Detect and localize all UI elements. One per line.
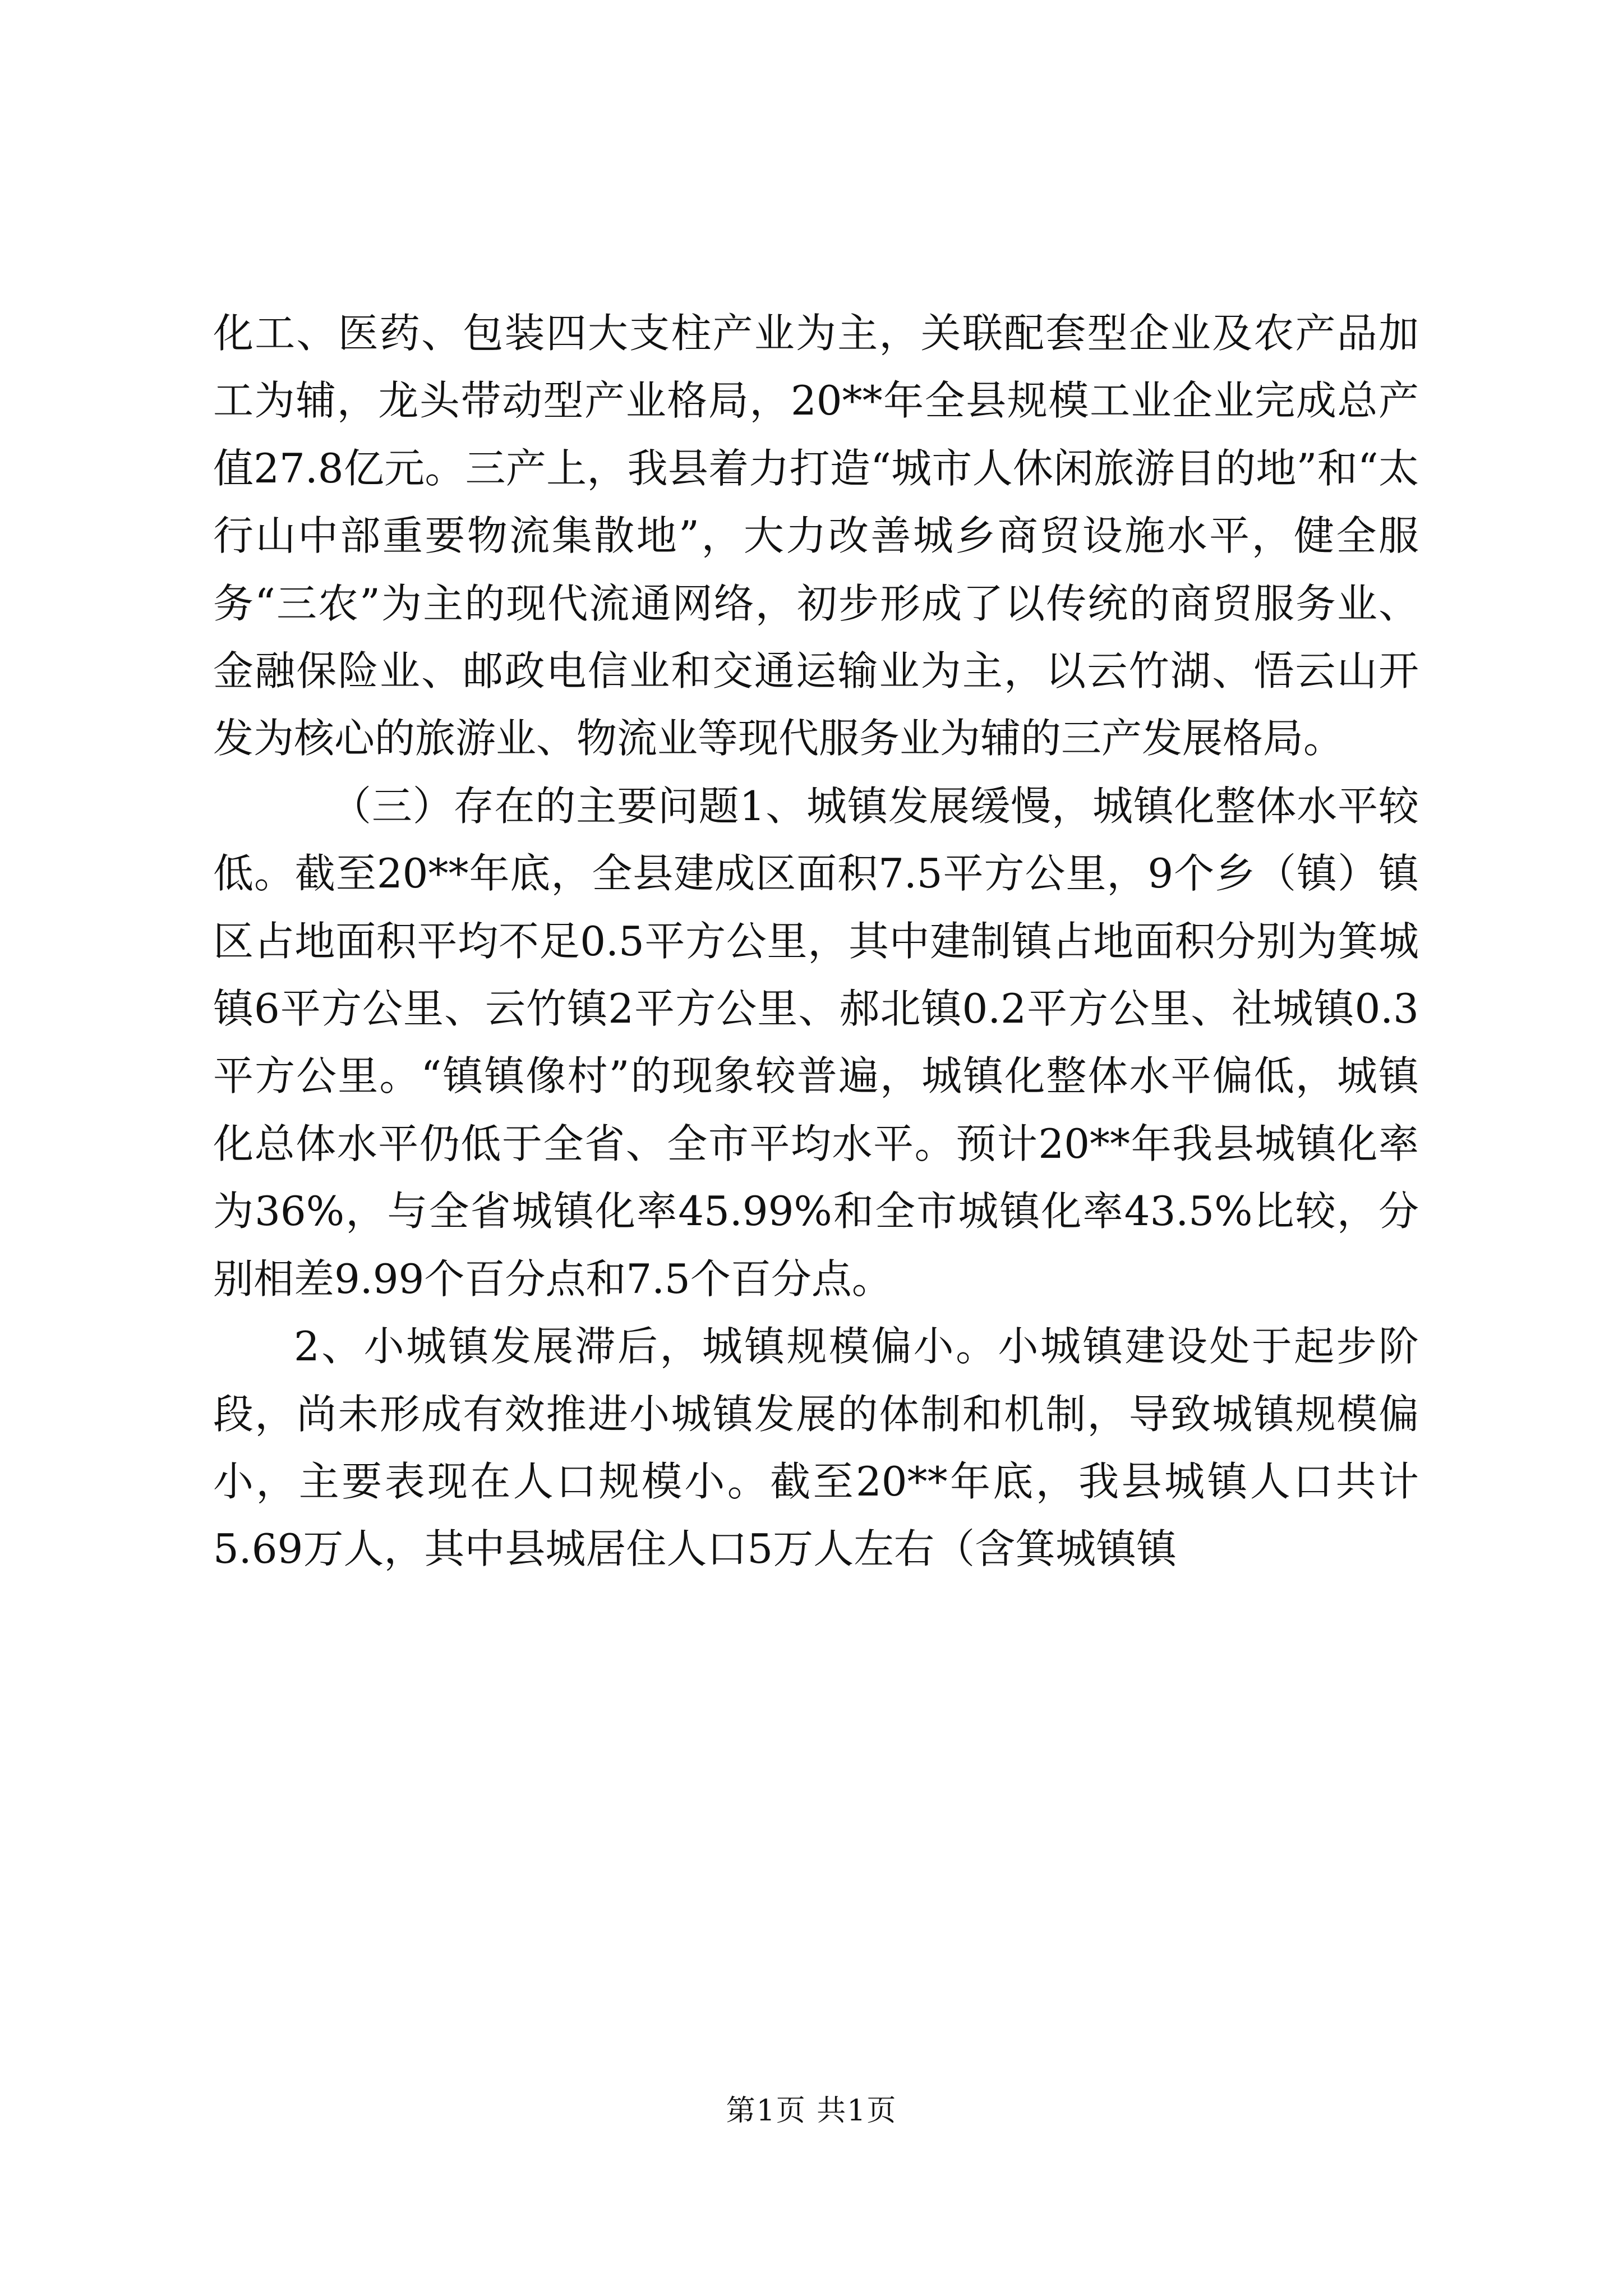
page-footer: 第1页 共1页 [726,2094,897,2128]
paragraph-main-problems: （三）存在的主要问题1、城镇发展缓慢，城镇化整体水平较低。截至20**年底，全县建成区面积7.5平方公里，9个乡（镇）镇区占地面积平均不足0.5平方公里，其中建制镇占地面积分别为箕城镇6平方公里、云竹镇2平方公里、郝北镇0.2平方公里、社城镇0.3平方公里。“镇镇像村”的现象较普遍，城镇化整体水平偏低，城镇化总体水平仍低于全省、全市平均水平。预计20**年我县城镇化率为36%，与全省城镇化率45.99%和全市城镇化率43.5%比较，分别相差9.99个百分点和7.5个百分点。 [213,782,1419,1303]
paragraph-industry-structure: 化工、医药、包装四大支柱产业为主，关联配套型企业及农产品加工为辅，龙头带动型产业格局，20**年全县规模工业企业完成总产值27.8亿元。三产上，我县着力打造“城市人休闲旅游目的地”和“太行山中部重要物流集散地”，大力改善城乡商贸设施水平，健全服务“三农”为主的现代流通网络，初步形成了以传统的商贸服务业、金融保险业、邮政电信业和交通运输业为主，以云竹湖、悟云山开发为核心的旅游业、物流业等现代服务业为辅的三产发展格局。 [213,310,1419,762]
document-body [213,300,1419,1583]
paragraph-small-towns: 2、小城镇发展滞后，城镇规模偏小。小城镇建设处于起步阶段，尚未形成有效推进小城镇发展的体制和机制，导致城镇规模偏小，主要表现在人口规模小。截至20**年底，我县城镇人口共计5.69万人，其中县城居住人口5万人左右（含箕城镇镇 [213,1323,1419,1573]
